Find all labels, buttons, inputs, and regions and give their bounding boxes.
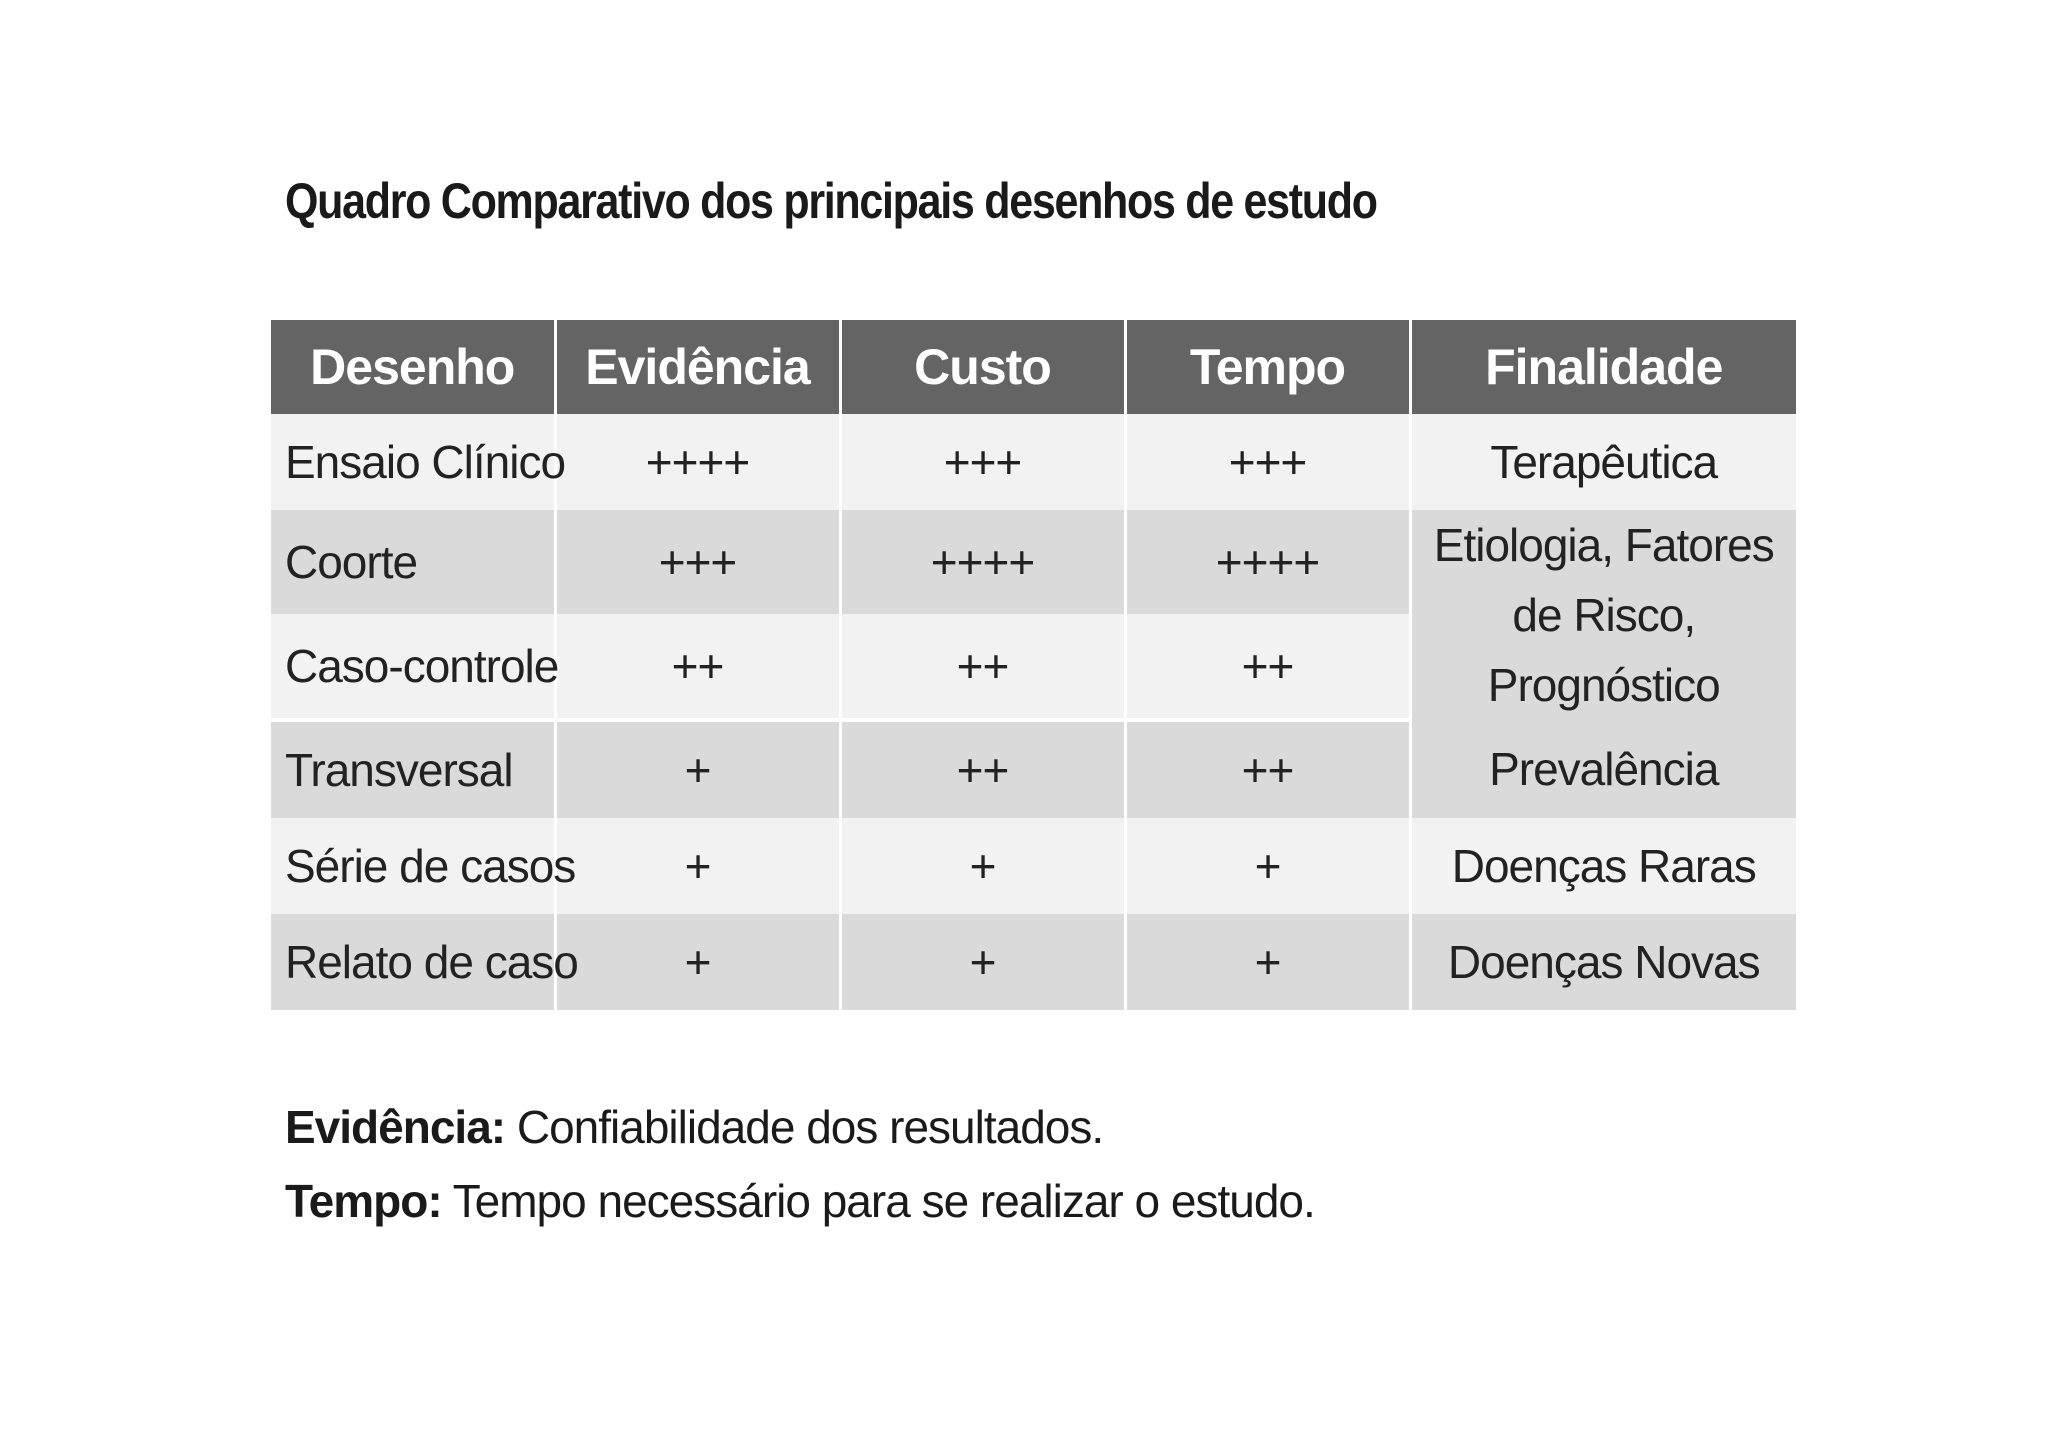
cell-desenho: Caso-controle (271, 614, 555, 720)
cell-custo: ++ (840, 720, 1125, 818)
legend-definition: Confiabilidade dos resultados. (505, 1101, 1104, 1153)
table-row (271, 414, 1796, 510)
cell-tempo: ++ (1125, 614, 1410, 720)
table-header-row (271, 320, 1796, 414)
cell-custo: + (840, 914, 1125, 1010)
cell-evidencia: + (555, 818, 840, 914)
legend (285, 1090, 1315, 1238)
cell-desenho: Transversal (271, 720, 555, 818)
header-custo: Custo (840, 320, 1125, 414)
cell-tempo: +++ (1125, 414, 1410, 510)
table-row (271, 914, 1796, 1010)
cell-custo: +++ (840, 414, 1125, 510)
legend-item (285, 1090, 1315, 1164)
cell-desenho: Relato de caso (271, 914, 555, 1010)
table-row (271, 510, 1796, 614)
header-desenho: Desenho (271, 320, 555, 414)
legend-definition: Tempo necessário para se realizar o estudo. (441, 1175, 1315, 1227)
cell-evidencia: ++++ (555, 414, 840, 510)
cell-finalidade: Doenças Raras (1410, 818, 1796, 914)
comparison-table (271, 320, 1796, 1010)
header-tempo: Tempo (1125, 320, 1410, 414)
cell-finalidade: Prevalência (1410, 720, 1796, 818)
cell-evidencia: + (555, 720, 840, 818)
cell-custo: ++++ (840, 510, 1125, 614)
cell-finalidade: Terapêutica (1410, 414, 1796, 510)
table-row (271, 818, 1796, 914)
table-row (271, 720, 1796, 818)
cell-custo: + (840, 818, 1125, 914)
legend-term: Tempo: (285, 1175, 442, 1227)
cell-finalidade: Etiologia, Fatores de Risco, Prognóstico (1410, 510, 1796, 720)
cell-desenho: Ensaio Clínico (271, 414, 555, 510)
page-title: Quadro Comparativo dos principais desenhos de estudo (285, 173, 1377, 229)
header-evidencia: Evidência (555, 320, 840, 414)
cell-evidencia: ++ (555, 614, 840, 720)
cell-tempo: ++ (1125, 720, 1410, 818)
cell-custo: ++ (840, 614, 1125, 720)
cell-tempo: + (1125, 818, 1410, 914)
cell-finalidade: Doenças Novas (1410, 914, 1796, 1010)
cell-tempo: + (1125, 914, 1410, 1010)
cell-desenho: Coorte (271, 510, 555, 614)
cell-desenho: Série de casos (271, 818, 555, 914)
cell-evidencia: +++ (555, 510, 840, 614)
legend-item (285, 1164, 1315, 1238)
header-finalidade: Finalidade (1410, 320, 1796, 414)
legend-term: Evidência: (285, 1101, 506, 1153)
cell-tempo: ++++ (1125, 510, 1410, 614)
cell-evidencia: + (555, 914, 840, 1010)
